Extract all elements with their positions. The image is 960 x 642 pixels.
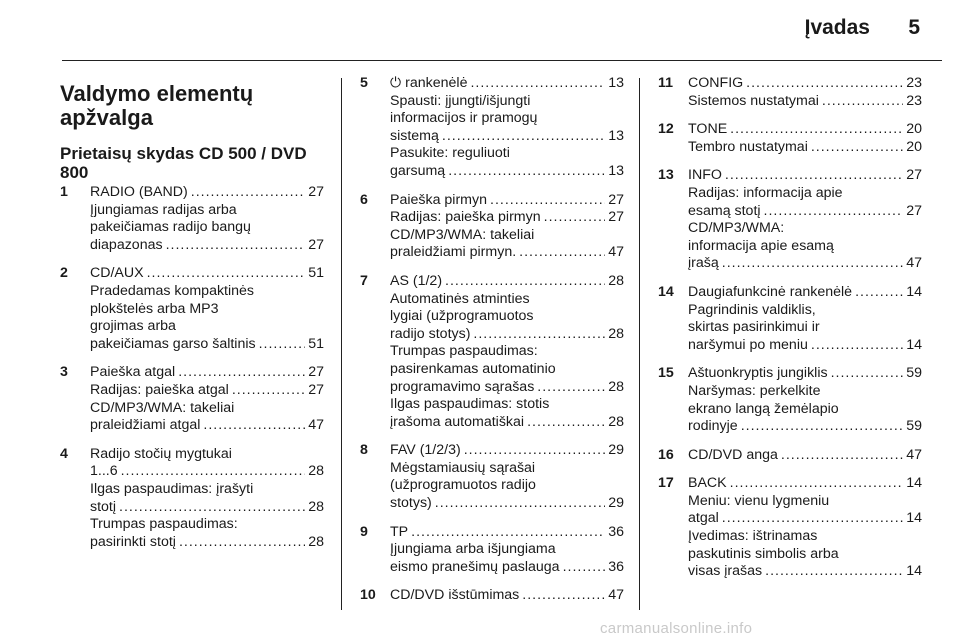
page-reference[interactable]: 59 xyxy=(906,365,922,382)
entry-line xyxy=(90,516,324,534)
page-reference[interactable]: 51 xyxy=(308,265,324,282)
index-entry xyxy=(60,446,324,552)
page-reference[interactable]: 14 xyxy=(906,510,922,527)
entry-text: Paieška pirmyn xyxy=(390,191,487,208)
dot-leader xyxy=(121,463,306,481)
entry-number: 9 xyxy=(360,523,368,540)
entry-number: 12 xyxy=(658,121,674,138)
index-entry xyxy=(360,192,624,262)
page-reference[interactable]: 47 xyxy=(608,244,624,261)
page-reference[interactable]: 27 xyxy=(906,202,922,219)
entry-line xyxy=(90,265,324,283)
entry-number: 5 xyxy=(360,75,368,91)
page-reference[interactable]: 28 xyxy=(608,378,624,395)
entry-line xyxy=(390,559,624,577)
dot-leader xyxy=(191,184,305,202)
page-reference[interactable]: 36 xyxy=(608,558,624,575)
entry-text: ekrano langą žemėlapio xyxy=(688,400,839,417)
page-reference[interactable]: 51 xyxy=(308,335,324,352)
index-entry xyxy=(658,447,922,465)
entry-text: pasirinkti stotį xyxy=(90,533,176,550)
entry-line xyxy=(90,400,324,418)
page-reference[interactable]: 47 xyxy=(308,417,324,434)
entry-text: Aštuonkryptis jungiklis xyxy=(688,365,828,382)
entry-line xyxy=(390,326,624,344)
page-reference[interactable]: 47 xyxy=(906,446,922,463)
entry-line xyxy=(390,128,624,146)
page-reference[interactable]: 36 xyxy=(608,523,624,540)
dot-leader xyxy=(442,128,605,146)
entry-text: Ilgas paspaudimas: stotis xyxy=(390,396,550,413)
entry-text: stotį xyxy=(90,498,117,515)
dot-leader xyxy=(527,414,605,432)
page-reference[interactable]: 14 xyxy=(906,475,922,492)
entry-line xyxy=(390,192,624,210)
entry-text: RADIO (BAND) xyxy=(90,184,188,200)
entry-text: pakeičiamas garso šaltinis xyxy=(90,335,256,352)
entry-text: Pasukite: reguliuoti xyxy=(390,145,510,162)
entry-line xyxy=(90,283,324,301)
page-reference[interactable]: 27 xyxy=(608,209,624,226)
page-reference[interactable]: 27 xyxy=(308,364,324,381)
entry-text: CD/DVD išstūmimas xyxy=(390,587,520,604)
entry-text: Radijo stočių mygtukai xyxy=(90,445,232,462)
entry-line xyxy=(90,219,324,237)
entry-text: Radijas: informacija apie xyxy=(688,184,843,201)
index-entry xyxy=(658,167,922,273)
entry-line xyxy=(688,220,922,238)
running-title: Įvadas xyxy=(804,16,870,39)
index-entry xyxy=(360,75,624,181)
entry-line xyxy=(390,460,624,478)
dot-leader xyxy=(563,559,606,577)
entry-line xyxy=(390,396,624,414)
dot-leader xyxy=(730,121,903,139)
entry-text: pakeičiamas radijo bangų xyxy=(90,219,251,236)
page-reference[interactable]: 28 xyxy=(608,272,624,289)
entry-line xyxy=(688,302,922,320)
entry-line xyxy=(688,319,922,337)
entry-text: grojimas arba xyxy=(90,318,176,335)
page-reference[interactable]: 27 xyxy=(308,381,324,398)
entry-text: Meniu: vienu lygmeniu xyxy=(688,492,830,509)
index-entry xyxy=(60,364,324,434)
index-entry xyxy=(60,184,324,254)
dot-leader xyxy=(519,244,605,262)
dot-leader xyxy=(730,475,904,493)
index-entry xyxy=(658,121,922,156)
entry-text: esamą stotį xyxy=(688,202,761,219)
entry-text: TP xyxy=(390,523,409,540)
entry-text: Trumpas paspaudimas: xyxy=(390,343,538,360)
entry-line xyxy=(90,463,324,481)
entry-line xyxy=(90,301,324,319)
entry-text: praleidžiami pirmyn. xyxy=(390,244,517,261)
entry-text: Įjungiamas radijas arba xyxy=(90,201,237,218)
entry-line xyxy=(688,418,922,436)
entry-text: AS (1/2) xyxy=(390,272,443,289)
entry-text: Trumpas paspaudimas: xyxy=(90,516,238,533)
entry-text: TONE xyxy=(688,121,728,138)
column-divider xyxy=(639,78,640,610)
page-reference[interactable]: 20 xyxy=(906,138,922,155)
entry-line xyxy=(90,336,324,354)
dot-leader xyxy=(259,336,306,354)
dot-leader xyxy=(746,75,903,93)
dot-leader xyxy=(522,587,605,605)
page-reference[interactable]: 23 xyxy=(906,75,922,91)
entry-text: CD/MP3/WMA: xyxy=(688,220,785,237)
entry-line xyxy=(390,75,624,93)
entry-line xyxy=(390,110,624,128)
dot-leader xyxy=(490,192,605,210)
entry-line xyxy=(390,308,624,326)
index-entry xyxy=(360,587,624,605)
entry-text: Ilgas paspaudimas: įrašyti xyxy=(90,480,254,497)
entry-text: informacijos ir pramogų xyxy=(390,110,538,127)
entry-line xyxy=(688,475,922,493)
page-reference[interactable]: 59 xyxy=(906,418,922,435)
page-reference[interactable]: 27 xyxy=(308,236,324,253)
dot-leader xyxy=(811,337,903,355)
entry-line xyxy=(90,417,324,435)
entry-text: rodinyje xyxy=(688,418,738,435)
page-reference[interactable]: 20 xyxy=(906,121,922,138)
entry-number: 15 xyxy=(658,365,674,382)
entry-text: Radijas: paieška atgal xyxy=(90,381,229,398)
entry-text: diapazonas xyxy=(90,236,163,253)
entry-text: Spausti: įjungti/išjungti xyxy=(390,92,531,109)
entry-number: 3 xyxy=(60,364,68,381)
page-reference[interactable]: 28 xyxy=(308,463,324,480)
dot-leader xyxy=(822,93,903,111)
dot-leader xyxy=(831,365,904,383)
page-reference[interactable]: 13 xyxy=(608,75,624,91)
page-reference[interactable]: 47 xyxy=(906,255,922,272)
page-number: 5 xyxy=(908,16,920,39)
entry-text: lygiai (užprogramuotos xyxy=(390,308,534,325)
entry-line xyxy=(390,291,624,309)
entry-text: CD/AUX xyxy=(90,265,144,282)
entry-text: naršymui po meniu xyxy=(688,336,808,353)
entry-line xyxy=(688,383,922,401)
entry-line xyxy=(688,510,922,528)
entry-line xyxy=(390,495,624,513)
entry-line xyxy=(688,167,922,185)
entry-line xyxy=(90,364,324,382)
watermark: carmanualsonline.info xyxy=(600,620,753,637)
dot-leader xyxy=(448,163,605,181)
entry-text: Pradedamas kompaktinės xyxy=(90,282,255,299)
dot-leader xyxy=(232,382,305,400)
index-entry xyxy=(360,273,624,431)
entry-line xyxy=(688,139,922,157)
entry-line xyxy=(90,184,324,202)
column-1 xyxy=(60,75,324,562)
entry-line xyxy=(390,379,624,397)
page-reference[interactable]: 14 xyxy=(906,563,922,580)
entry-text: radijo stotys) xyxy=(390,325,471,342)
entry-text: paskutinis simbolis arba xyxy=(688,545,839,562)
entry-number: 2 xyxy=(60,265,68,282)
dot-leader xyxy=(811,139,903,157)
entry-text: skirtas pasirinkimui ir xyxy=(688,319,820,336)
entry-number: 11 xyxy=(658,75,673,91)
entry-text: FAV (1/2/3) xyxy=(390,442,461,459)
entry-line xyxy=(390,145,624,163)
entry-text: 1...6 xyxy=(90,463,118,480)
dot-leader xyxy=(119,499,305,517)
entry-number: 14 xyxy=(658,283,674,300)
dot-leader xyxy=(781,447,903,465)
entry-line xyxy=(688,121,922,139)
entry-text: INFO xyxy=(688,167,722,184)
entry-line xyxy=(688,255,922,273)
entry-text: CD/MP3/WMA: takeliai xyxy=(390,226,535,243)
entry-text: įrašoma automatiškai xyxy=(390,413,525,430)
entry-line xyxy=(688,401,922,419)
dot-leader xyxy=(166,237,306,255)
dot-leader xyxy=(741,418,904,436)
entry-text: programavimo sąrašas xyxy=(390,378,535,395)
entry-text: Mėgstamiausių sąrašai xyxy=(390,459,536,476)
index-entry xyxy=(360,442,624,512)
entry-number: 8 xyxy=(360,442,368,459)
entry-number: 6 xyxy=(360,191,368,208)
dot-leader xyxy=(765,563,903,581)
entry-line xyxy=(688,337,922,355)
entry-text: Daugiafunkcinė rankenėlė xyxy=(688,283,853,300)
page-reference[interactable]: 27 xyxy=(608,191,624,208)
page-reference[interactable]: 13 xyxy=(608,127,624,144)
entry-line xyxy=(390,227,624,245)
entry-number: 7 xyxy=(360,272,368,289)
entry-line xyxy=(688,93,922,111)
entry-text: Pagrindinis valdiklis, xyxy=(688,301,816,318)
entry-number: 10 xyxy=(360,587,376,604)
entry-line xyxy=(390,93,624,111)
entry-line xyxy=(688,203,922,221)
entry-line xyxy=(390,477,624,495)
page-reference[interactable]: 13 xyxy=(608,162,624,179)
entry-line xyxy=(390,361,624,379)
page-reference[interactable]: 23 xyxy=(906,92,922,109)
entry-line xyxy=(390,587,624,605)
entry-line xyxy=(688,546,922,564)
page-header xyxy=(0,0,960,64)
dot-leader xyxy=(435,495,605,513)
entry-line xyxy=(390,343,624,361)
entry-line xyxy=(390,244,624,262)
index-entry xyxy=(360,524,624,577)
entry-text: ⏻ rankenėlė xyxy=(390,75,468,91)
entry-text: sistemą xyxy=(390,127,439,144)
entry-text: garsumą xyxy=(390,162,446,179)
dot-leader xyxy=(445,273,605,291)
entry-text: Įvedimas: ištrinamas xyxy=(688,528,818,545)
entry-line xyxy=(390,414,624,432)
entry-text: pasirenkamas automatinio xyxy=(390,360,556,377)
dot-leader xyxy=(178,364,305,382)
index-entry xyxy=(658,284,922,354)
column-3 xyxy=(658,75,922,592)
page-reference[interactable]: 29 xyxy=(608,495,624,512)
dot-leader xyxy=(411,524,605,542)
index-entry xyxy=(658,365,922,435)
dot-leader xyxy=(722,510,903,528)
entry-line xyxy=(90,446,324,464)
column-divider xyxy=(341,78,342,610)
dot-leader xyxy=(725,167,903,185)
entry-number: 13 xyxy=(658,167,674,184)
entry-line xyxy=(390,442,624,460)
entry-line xyxy=(390,273,624,291)
entry-text: informacija apie esamą xyxy=(688,237,834,254)
entry-text: Radijas: paieška pirmyn xyxy=(390,209,541,226)
entry-line xyxy=(688,185,922,203)
section-subheading: Prietaisų skydas CD 500 / DVD 800 xyxy=(60,144,307,182)
index-entry xyxy=(60,265,324,353)
entry-text: CONFIG xyxy=(688,75,744,91)
entry-number: 17 xyxy=(658,475,674,492)
entry-text: visas įrašas xyxy=(688,563,763,580)
entry-text: BACK xyxy=(688,475,727,492)
page-reference[interactable]: 47 xyxy=(608,587,624,604)
dot-leader xyxy=(544,209,606,227)
entry-line xyxy=(90,534,324,552)
entry-line xyxy=(688,75,922,93)
entry-line xyxy=(688,284,922,302)
header-rule xyxy=(62,60,942,61)
entry-text: CD/DVD anga xyxy=(688,446,778,463)
entry-line xyxy=(90,481,324,499)
entry-line xyxy=(90,499,324,517)
entry-number: 4 xyxy=(60,445,68,462)
dot-leader xyxy=(203,417,305,435)
page-reference[interactable]: 27 xyxy=(906,167,922,184)
entry-text: Įjungiama arba išjungiama xyxy=(390,541,556,558)
entry-text: Sistemos nustatymai xyxy=(688,92,819,109)
entry-line xyxy=(390,541,624,559)
entry-text: atgal xyxy=(688,510,719,527)
entry-text: Paieška atgal xyxy=(90,364,176,381)
entry-line xyxy=(688,528,922,546)
entry-text: įrašą xyxy=(688,255,719,272)
entry-text: Automatinės atminties xyxy=(390,290,530,307)
entry-text: praleidžiami atgal xyxy=(90,417,201,434)
entry-text: Tembro nustatymai xyxy=(688,138,808,155)
index-entry xyxy=(658,75,922,110)
page-reference[interactable]: 28 xyxy=(608,413,624,430)
entry-text: plokštelės arba MP3 xyxy=(90,300,219,317)
entry-line xyxy=(688,493,922,511)
section-heading: Valdymo elementų apžvalga xyxy=(60,81,254,130)
dot-leader xyxy=(464,442,606,460)
page-reference[interactable]: 27 xyxy=(308,184,324,200)
page-reference[interactable]: 28 xyxy=(308,533,324,550)
entry-line xyxy=(90,382,324,400)
entry-line xyxy=(390,524,624,542)
page-reference[interactable]: 29 xyxy=(608,442,624,459)
dot-leader xyxy=(764,203,904,221)
index-entry xyxy=(658,475,922,581)
dot-leader xyxy=(473,326,605,344)
entry-line xyxy=(688,447,922,465)
entry-text: Naršymas: perkelkite xyxy=(688,382,821,399)
page-reference[interactable]: 14 xyxy=(906,283,922,300)
dot-leader xyxy=(855,284,903,302)
dot-leader xyxy=(722,255,903,273)
entry-line xyxy=(90,318,324,336)
page-reference[interactable]: 14 xyxy=(906,336,922,353)
page-reference[interactable]: 28 xyxy=(608,325,624,342)
dot-leader xyxy=(537,379,605,397)
entry-line xyxy=(688,563,922,581)
entry-line xyxy=(90,202,324,220)
entry-line xyxy=(390,163,624,181)
entry-number: 16 xyxy=(658,446,674,463)
entry-text: eismo pranešimų paslauga xyxy=(390,558,560,575)
entry-line xyxy=(688,238,922,256)
entry-text: stotys) xyxy=(390,495,432,512)
entry-text: CD/MP3/WMA: takeliai xyxy=(90,399,235,416)
page-reference[interactable]: 28 xyxy=(308,498,324,515)
dot-leader xyxy=(147,265,306,283)
dot-leader xyxy=(470,75,605,93)
entry-line xyxy=(90,237,324,255)
entry-line xyxy=(688,365,922,383)
dot-leader xyxy=(179,534,305,552)
entry-number: 1 xyxy=(60,184,68,200)
entry-line xyxy=(390,209,624,227)
entry-text: (užprogramuotos radijo xyxy=(390,477,536,494)
column-2 xyxy=(360,75,624,616)
